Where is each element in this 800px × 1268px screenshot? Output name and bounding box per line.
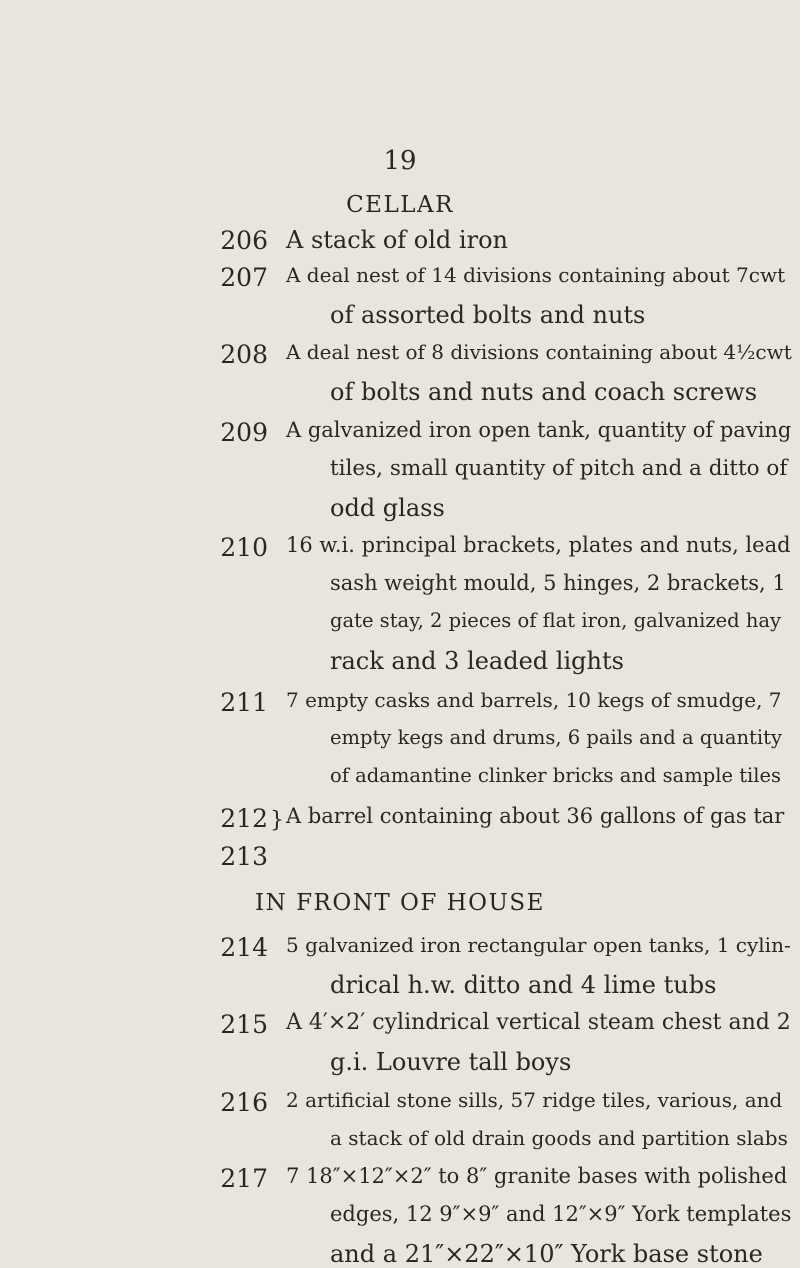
lot-number: 212 <box>220 804 268 833</box>
lot-description: of adamantine clinker bricks and sample tiles <box>330 764 782 787</box>
lot-description: odd glass <box>330 494 445 522</box>
lot-description: A deal nest of 14 divisions containing about 7cwt <box>286 263 786 287</box>
lot-number: 211 <box>220 688 268 717</box>
lot-number: 210 <box>220 533 268 562</box>
lot-description: g.i. Louvre tall boys <box>330 1048 572 1076</box>
lot-description: tiles, small quantity of pitch and a ditto of <box>330 456 788 481</box>
lot-description: sash weight mould, 5 hinges, 2 brackets, 1 <box>330 571 786 595</box>
lot-description: 7 18″×12″×2″ to 8″ granite bases with polished <box>286 1164 788 1188</box>
lot-description: A barrel containing about 36 gallons of gas tar <box>286 804 785 828</box>
lot-description: empty kegs and drums, 6 pails and a quantity <box>330 726 782 749</box>
lot-description: A stack of old iron <box>286 226 508 254</box>
lot-number: 209 <box>220 418 268 447</box>
lot-number: 217 <box>220 1164 268 1193</box>
lot-description: 5 galvanized iron rectangular open tanks, 1 cylin- <box>286 933 791 957</box>
brace-mark: } <box>270 808 284 833</box>
lot-number: 213 <box>220 842 268 871</box>
lot-number: 208 <box>220 340 268 369</box>
lot-description: gate stay, 2 pieces of flat iron, galvanized hay <box>330 609 782 632</box>
lot-description: a stack of old drain goods and partition slabs <box>330 1126 788 1150</box>
lot-description: A 4′×2′ cylindrical vertical steam chest and 2 <box>286 1010 791 1035</box>
lot-description: drical h.w. ditto and 4 lime tubs <box>330 971 717 999</box>
section-heading-in-front-of-house: IN FRONT OF HOUSE <box>255 890 545 916</box>
lot-description: A deal nest of 8 divisions containing about 4½cwt <box>286 340 792 364</box>
lot-description: edges, 12 9″×9″ and 12″×9″ York templates <box>330 1202 792 1226</box>
lot-number: 215 <box>220 1010 268 1039</box>
lot-description: of bolts and nuts and coach screws <box>330 378 758 406</box>
lot-description: 7 empty casks and barrels, 10 kegs of smudge, 7 <box>286 688 782 712</box>
lot-number: 216 <box>220 1088 268 1117</box>
lot-description: A galvanized iron open tank, quantity of paving <box>286 418 792 442</box>
lot-description: of assorted bolts and nuts <box>330 301 646 329</box>
lot-description: rack and 3 leaded lights <box>330 647 624 675</box>
lot-number: 214 <box>220 933 268 962</box>
lot-description: and a 21″×22″×10″ York base stone <box>330 1240 763 1268</box>
lot-number: 206 <box>220 226 268 255</box>
lot-description: 16 w.i. principal brackets, plates and nuts, lead <box>286 533 791 557</box>
section-heading-cellar: CELLAR <box>346 192 454 218</box>
lot-number: 207 <box>220 263 268 292</box>
page-number: 19 <box>383 146 417 176</box>
lot-description: 2 artificial stone sills, 57 ridge tiles, various, and <box>286 1088 783 1112</box>
